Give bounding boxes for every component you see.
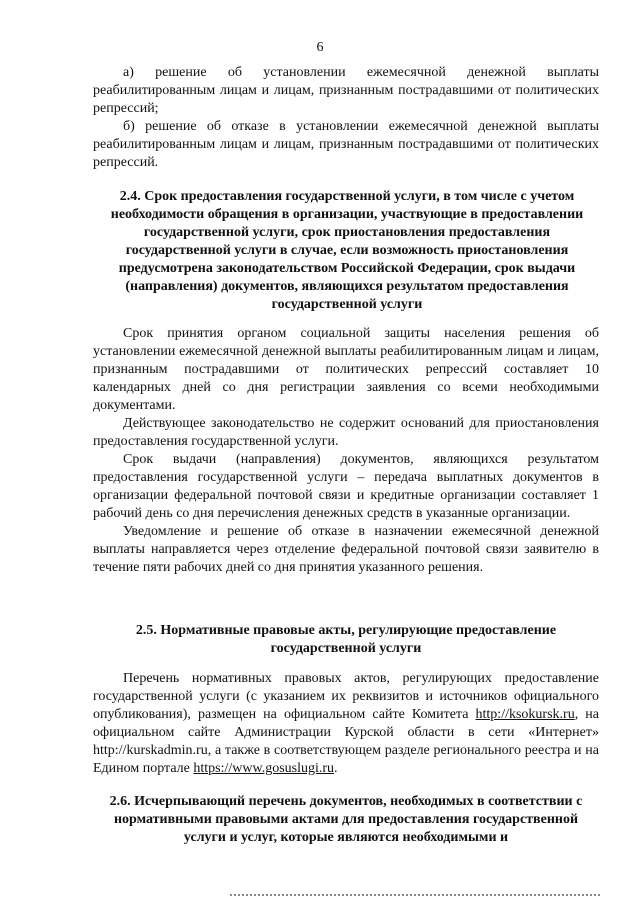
paragraph: Действующее законодательство не содержит оснований для приостановления предоставления государственной услуги.: [93, 416, 599, 449]
section-2-4-body: [93, 325, 599, 577]
paragraph-text: .: [334, 761, 338, 776]
section-2-5-heading: 2.5. Нормативные правовые акты, регулирующие предоставление государственной услуги: [135, 623, 557, 656]
list-item: б) решение об отказе в установлении ежемесячной денежной выплаты реабилитированным лицам и лицам, признанным пострадавшими от политических репрессий.: [93, 119, 599, 170]
paragraph: Срок принятия органом социальной защиты населения решения об установлении ежемесячной денежной выплаты реабилитированным лицам и лицам, признанным пострадавшими от политических репрессий составляет 10 календарных дней со дня регистрации заявления со всеми необходимыми документами.: [93, 326, 599, 413]
paragraph: [93, 670, 599, 778]
section-2-6-heading: 2.6. Исчерпывающий перечень документов, необходимых в соответствии с нормативными правовыми актами для предоставления государственной услуги и услуг, которые являются необходимыми и: [109, 794, 583, 845]
paragraph: Срок выдачи (направления) документов, являющихся результатом предоставления государственной услуги – передача выплатных документов в организации федеральной почтовой связи и кредитные организации составляет 1 рабочий день со дня перечисления денежных средств в указанные организации.: [93, 452, 599, 521]
decision-list: [93, 64, 599, 172]
scan-artifact-line: [230, 894, 600, 899]
list-item: а) решение об установлении ежемесячной денежной выплаты реабилитированным лицам и лицам, признанным пострадавшими от политических репрессий;: [93, 65, 599, 116]
paragraph-text: Перечень нормативных правовых актов, регулирующих предоставление государственной услуги (с указанием их реквизитов и источников официального опубликования), размещен на официальном сайте Комитета: [93, 671, 599, 722]
section-2-4-heading: 2.4. Срок предоставления государственной услуги, в том числе с учетом необходимости обращения в организации, участвующие в предоставлении государственной услуги, срок приостановления предоставления государственной услуги в случае, если возможность приостановления предусмотрена законодательством Российской Федерации, срок выдачи (направления) документов, являющихся результатом предоставления государственной услуги: [110, 189, 584, 312]
committee-site-link[interactable]: http://ksokursk.ru: [475, 707, 575, 722]
gosuslugi-link[interactable]: https://www.gosuslugi.ru: [193, 761, 335, 776]
paragraph: Уведомление и решение об отказе в назначении ежемесячной денежной выплаты направляется через отделение федеральной почтовой связи заявителю в течение пяти рабочих дней со дня принятия указанного решения.: [93, 524, 599, 575]
page-number: 6: [316, 40, 324, 55]
paragraph-text: , на официальном сайте Администрации Курской области в сети «Интернет» http://kurskadmin.ru, а также в соответствующем разделе регионального реестра и на Едином портале: [93, 707, 599, 776]
section-2-5-body: [93, 670, 599, 778]
